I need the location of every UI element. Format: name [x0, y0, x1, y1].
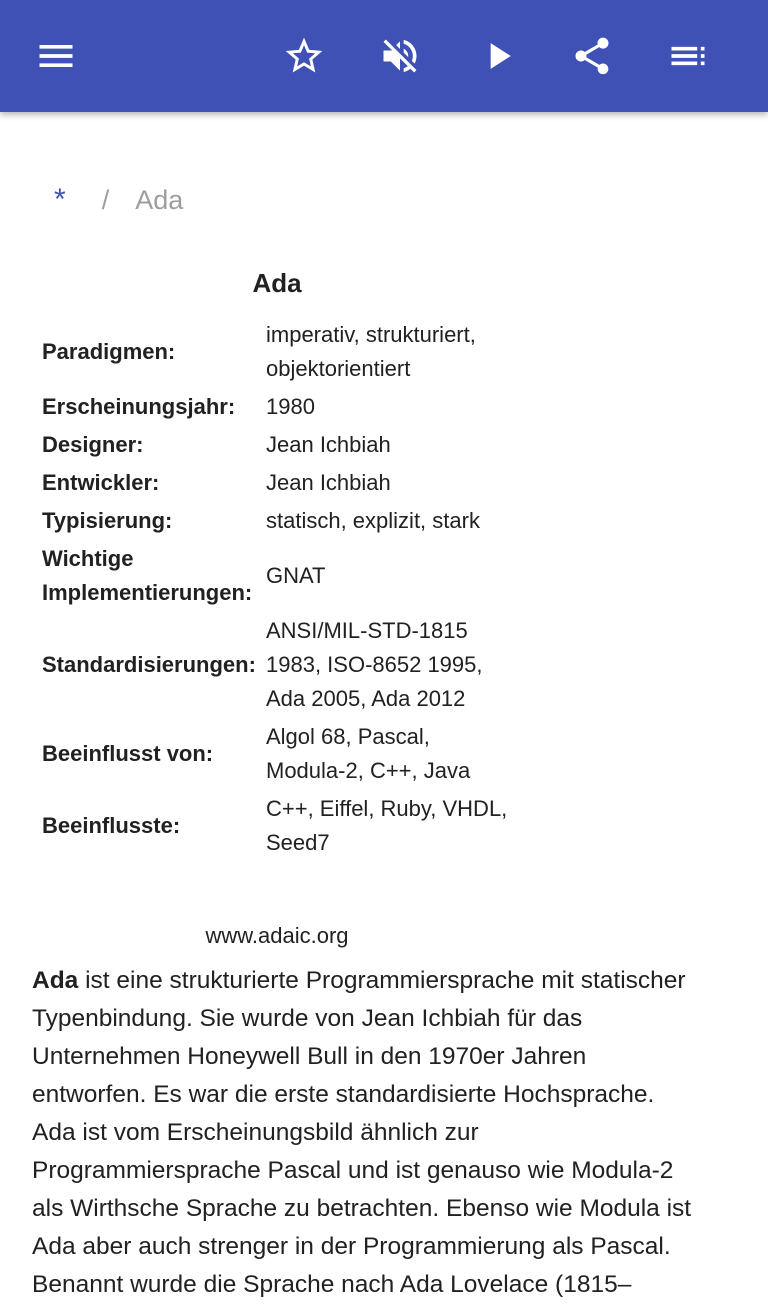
play-button[interactable]: [466, 24, 530, 88]
infobox-label: Beeinflusste:: [42, 813, 181, 838]
infobox-value: 1980: [266, 394, 315, 419]
infobox-label: Erscheinungsjahr:: [42, 394, 236, 419]
infobox-table: [32, 314, 522, 864]
share-button[interactable]: [560, 24, 624, 88]
article-text: Typenbindung. Sie wurde von Jean Ichbiah für das: [32, 1005, 583, 1032]
infobox-value: ANSI/MIL-STD-1815 1983, ISO-8652 1995, Ada 2005, Ada 2012: [266, 618, 483, 711]
infobox-row-implementierungen: [42, 542, 512, 610]
infobox-title: Ada: [252, 268, 302, 298]
infobox-value[interactable]: GNAT: [266, 563, 326, 588]
menu-button[interactable]: [24, 24, 88, 88]
article-text: Unternehmen Honeywell Bull in den 1970er Jahren: [32, 1043, 587, 1070]
playlist-icon: [666, 34, 710, 78]
volume-off-icon: [378, 34, 422, 78]
breadcrumb-current: Ada: [135, 184, 184, 215]
infobox-value[interactable]: statisch, explizit, stark: [266, 508, 480, 533]
mute-button[interactable]: [368, 24, 432, 88]
infobox-label: Typisierung:: [42, 508, 173, 533]
article-text: Ada aber auch strenger in der Programmierung als Pascal.: [32, 1233, 671, 1260]
article-bold-term: Ada: [32, 967, 79, 994]
share-icon: [570, 34, 614, 78]
infobox-value[interactable]: Jean Ichbiah: [266, 470, 391, 495]
article-text: entworfen. Es war die erste standardisierte Hochsprache.: [32, 1081, 655, 1108]
article-text: als Wirthsche Sprache zu betrachten. Ebenso wie Modula ist: [32, 1195, 692, 1222]
infobox-row-designer: [42, 428, 512, 462]
infobox-value[interactable]: C++, Eiffel, Ruby, VHDL, Seed7: [266, 796, 508, 855]
breadcrumb-home-link[interactable]: *: [54, 183, 66, 216]
app-toolbar: [0, 0, 768, 112]
infobox-label: Designer:: [42, 432, 144, 457]
breadcrumb: [54, 180, 183, 220]
infobox-value[interactable]: Jean Ichbiah: [266, 432, 391, 457]
infobox-label: Wichtige Implementierungen:: [42, 546, 253, 605]
infobox-label: Paradigmen:: [42, 339, 176, 364]
contents-button[interactable]: [656, 24, 720, 88]
play-icon: [476, 34, 520, 78]
article-text: Benannt wurde die Sprache nach Ada Lovelace (1815–: [32, 1271, 632, 1298]
infobox-row-entwickler: [42, 466, 512, 500]
article-text: Ada ist vom Erscheinungsbild ähnlich zur: [32, 1119, 479, 1146]
infobox-row-typisierung: [42, 504, 512, 538]
article-text: Programmiersprache Pascal und ist genauso wie Modula-2: [32, 1157, 674, 1184]
bookmark-button[interactable]: [272, 24, 336, 88]
infobox-value: imperativ, strukturiert, objektorientiert: [266, 322, 476, 381]
infobox-label: Standardisierungen:: [42, 652, 256, 677]
infobox-row-beeinflusste: [42, 792, 512, 860]
infobox-row-standardisierungen: [42, 614, 512, 716]
infobox-row-erscheinungsjahr: [42, 390, 512, 424]
article-body: [32, 962, 742, 1304]
infobox-value[interactable]: Algol 68, Pascal, Modula-2, C++, Java: [266, 724, 471, 783]
article-text: ist eine strukturierte Programmiersprache mit statischer: [78, 967, 686, 994]
infobox-row-paradigmen: [42, 318, 512, 386]
infobox-website-link[interactable]: www.adaic.org: [205, 923, 349, 948]
star-outline-icon: [282, 34, 326, 78]
infobox-label: Beeinflusst von:: [42, 741, 214, 766]
infobox-row-beeinflusst-von: [42, 720, 512, 788]
infobox-label: Entwickler:: [42, 470, 160, 495]
menu-icon: [34, 34, 78, 78]
breadcrumb-separator: /: [101, 184, 110, 215]
